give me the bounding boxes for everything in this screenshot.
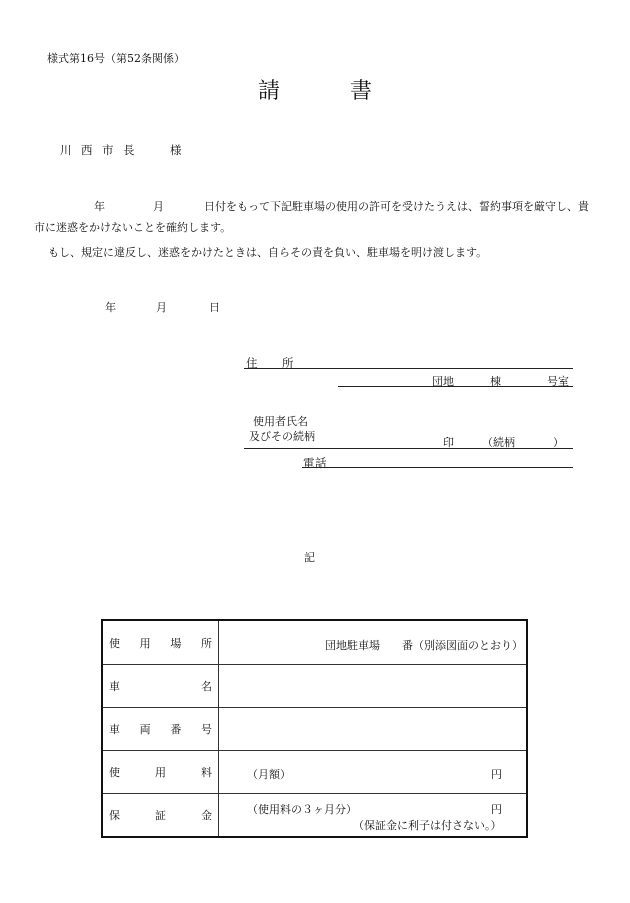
label-char: 用 — [139, 636, 151, 650]
ki-heading: 記 — [304, 551, 315, 564]
row-label-car-name — [102, 665, 219, 708]
deposit-note: （保証金に利子は付さない。） — [353, 819, 502, 832]
label-char: 証 — [155, 809, 166, 822]
pledge-paragraph-2: もし、規定に違反し、迷惑をかけたときは、自らその責を負い、駐車場を明け渡します。 — [48, 246, 488, 259]
label-char: 料 — [201, 766, 212, 779]
table-row — [102, 708, 527, 751]
label-char: 車 — [109, 723, 120, 736]
usage-fee-unit: 円 — [491, 768, 502, 781]
row-label-vehicle-number — [102, 708, 219, 751]
parking-details-table — [101, 619, 528, 838]
date-year: 年 — [105, 301, 116, 314]
label-char: 所 — [200, 636, 212, 650]
date-day: 日 — [209, 301, 220, 314]
date-line — [105, 299, 220, 315]
label-char: 使 — [109, 636, 120, 650]
phone-char: 電 — [303, 456, 315, 470]
pledge-paragraph-1 — [34, 196, 590, 238]
addressee-char: 長 — [123, 143, 136, 157]
room-label: 号室 — [547, 375, 569, 388]
user-name-line-2: 及びその続柄 — [249, 430, 315, 443]
form-number: 様式第16号（第52条関係） — [47, 52, 185, 65]
relation-close: ） — [553, 436, 564, 449]
table-row — [102, 620, 527, 665]
phone-line[interactable] — [302, 467, 573, 468]
phone-label — [303, 455, 327, 471]
label-char: 金 — [201, 809, 212, 822]
addressee-char: 西 — [81, 143, 94, 157]
table-row — [102, 794, 527, 838]
paragraph-1-text: 日付をもって下記駐車場の使用の許可を受けたうえは、誓約事項を厳守し、貴市に迷惑をかけないことを確約します。 — [34, 200, 589, 234]
address-line-1[interactable] — [244, 368, 573, 369]
label-char: 保 — [109, 809, 120, 822]
address-char: 所 — [282, 356, 294, 370]
address-line-2[interactable] — [338, 386, 573, 387]
addressee-char: 市 — [102, 143, 115, 157]
addressee-honorific: 様 — [170, 143, 183, 157]
label-char: 使 — [109, 766, 120, 779]
document-title — [0, 74, 630, 105]
value-deposit[interactable] — [219, 794, 528, 838]
building-label: 棟 — [490, 375, 501, 388]
row-label-deposit — [102, 794, 219, 838]
danchi-label: 団地 — [432, 375, 454, 388]
row-label-parking-location — [102, 620, 219, 665]
blank-year: 年 — [94, 200, 105, 213]
title-char: 請 — [257, 79, 280, 104]
user-name-line-1: 使用者氏名 — [253, 415, 308, 428]
deposit-unit: 円 — [491, 803, 502, 816]
value-usage-fee[interactable] — [219, 751, 528, 794]
value-parking-location[interactable] — [219, 620, 528, 665]
addressee-char: 川 — [60, 143, 73, 157]
relation-open: （続柄 — [482, 436, 515, 449]
address-char: 住 — [246, 356, 258, 370]
parking-location-text: 団地駐車場 番（別添図面のとおり） — [325, 638, 523, 652]
user-name-label — [249, 414, 353, 444]
label-char: 両 — [139, 723, 151, 736]
seal-mark: 印 — [443, 436, 454, 449]
pledge-body — [34, 196, 590, 263]
label-char: 用 — [155, 766, 166, 779]
user-name-line[interactable] — [244, 448, 573, 449]
date-month: 月 — [156, 301, 167, 314]
title-char: 書 — [350, 79, 373, 104]
phone-char: 話 — [315, 456, 327, 470]
value-car-name[interactable] — [219, 665, 528, 708]
usage-fee-prefix: （月額） — [247, 768, 291, 781]
label-char: 名 — [201, 680, 212, 693]
label-char: 車 — [109, 680, 120, 693]
label-char: 番 — [170, 723, 182, 736]
row-label-usage-fee — [102, 751, 219, 794]
label-char: 号 — [200, 723, 212, 736]
label-char: 場 — [170, 636, 182, 650]
table-row — [102, 751, 527, 794]
value-vehicle-number[interactable] — [219, 708, 528, 751]
blank-month: 月 — [153, 200, 164, 213]
table-row — [102, 665, 527, 708]
deposit-prefix: （使用料の３ヶ月分） — [247, 803, 357, 816]
addressee — [60, 142, 183, 158]
